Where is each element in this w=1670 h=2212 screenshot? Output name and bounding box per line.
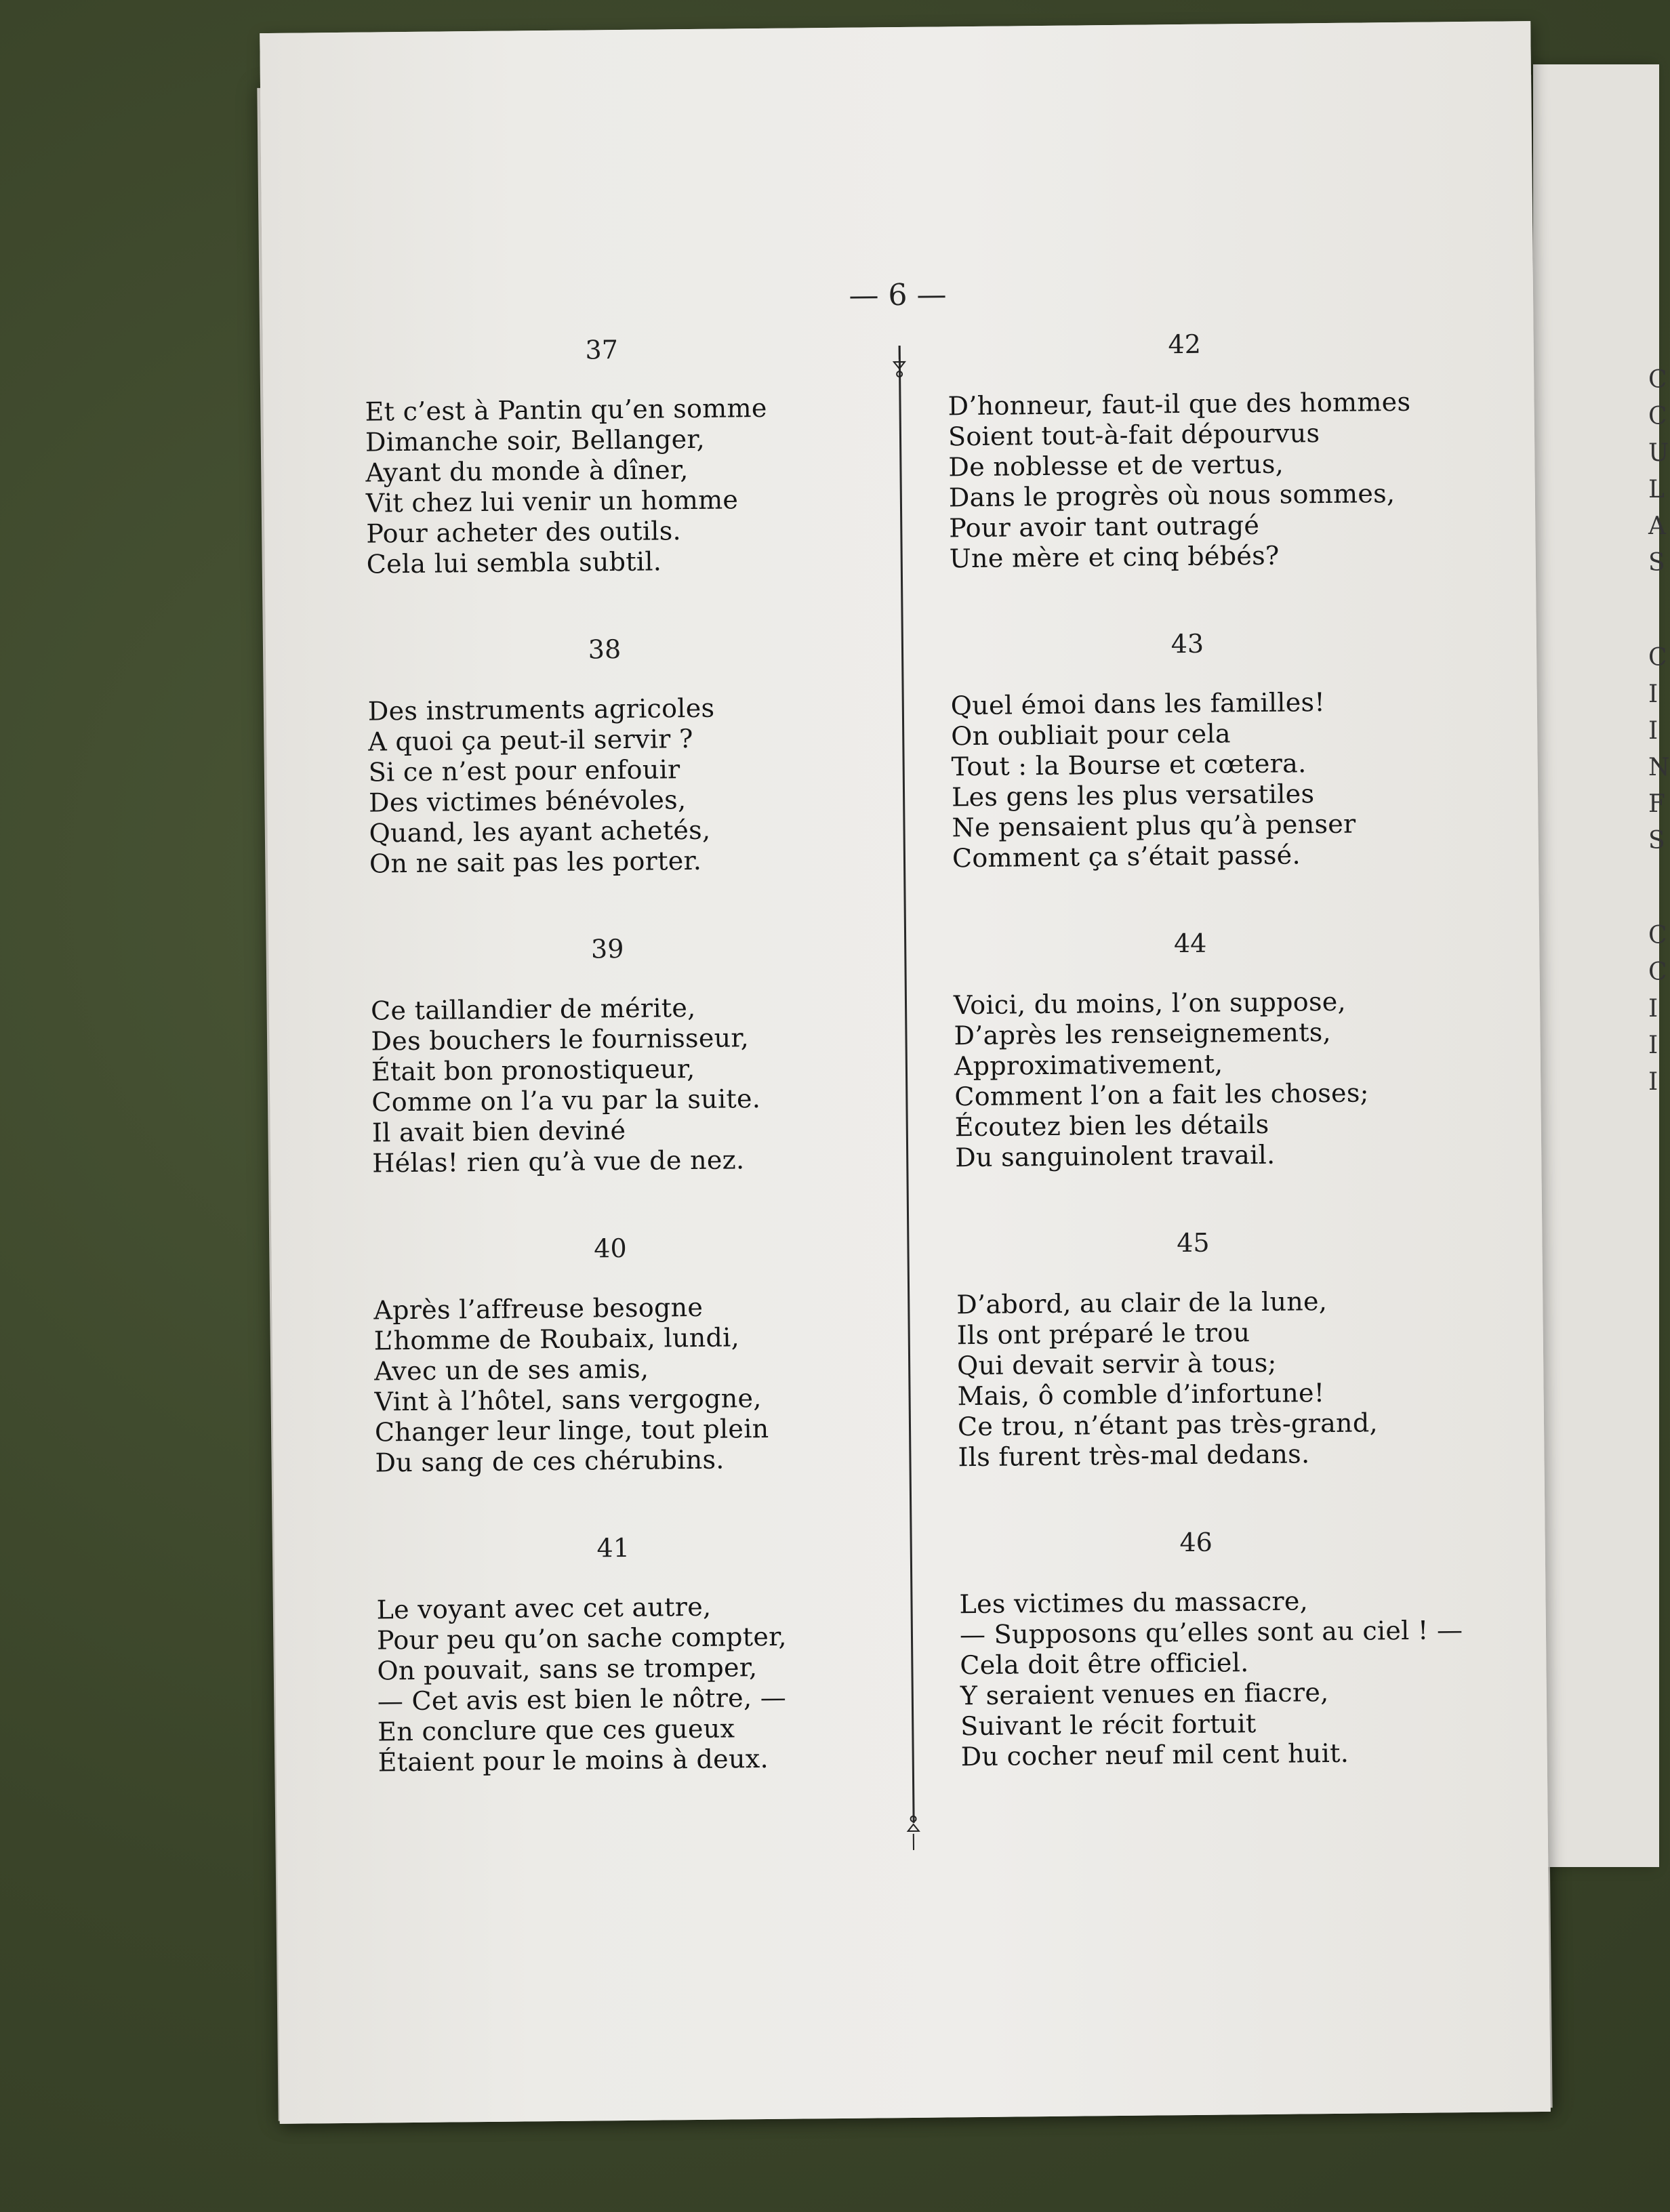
verse-line: Suivant le récit fortuit <box>960 1708 1257 1742</box>
adjacent-page-letter: C <box>1648 644 1667 672</box>
verse-line: Ce trou, n’étant pas très-grand, <box>957 1408 1379 1442</box>
verse-line: Après l’affreuse besogne <box>373 1292 704 1326</box>
verse-line: Était bon pronostiqueur, <box>371 1053 695 1087</box>
verse-line: Étaient pour le moins à deux. <box>378 1743 769 1778</box>
verse-line: Dimanche soir, Bellanger, <box>365 424 706 457</box>
verse-line: Changer leur linge, tout plein <box>374 1413 769 1448</box>
verse-line: Il avait bien deviné <box>371 1115 626 1148</box>
verse-line: Ils furent très-mal dedans. <box>958 1439 1310 1473</box>
stanza-number: 45 <box>1177 1227 1210 1258</box>
verse-line: Du sang de ces chérubins. <box>375 1444 725 1478</box>
verse-line: Si ce n’est pour enfouir <box>368 754 680 787</box>
verse-line: Tout : la Bourse et cœtera. <box>951 748 1307 782</box>
verse-line: Des bouchers le fournisseur, <box>371 1023 750 1057</box>
stanza-number: 40 <box>594 1233 627 1264</box>
verse-line: Les gens les plus versatiles <box>951 779 1315 813</box>
stanza-number: 46 <box>1179 1527 1213 1558</box>
verse-line: Comment ça s’était passé. <box>952 840 1301 874</box>
stanza <box>953 925 1511 1230</box>
left-column <box>365 332 935 1835</box>
adjacent-page-letter: I <box>1648 717 1658 745</box>
adjacent-page-letter: U <box>1648 439 1669 467</box>
adjacent-page <box>1533 64 1670 1867</box>
verse-line: Le voyant avec cet autre, <box>376 1591 712 1625</box>
verse-line: Du sanguinolent travail. <box>954 1139 1276 1173</box>
stanza <box>950 626 1509 930</box>
verse-line: — Cet avis est bien le nôtre, — <box>377 1682 787 1717</box>
verse-line: Comment l’on a fait les choses; <box>954 1078 1369 1112</box>
adjacent-page-letter: S <box>1648 549 1665 577</box>
verse-line: D’après les renseignements, <box>954 1017 1332 1051</box>
adjacent-page-letter: C <box>1648 922 1667 949</box>
stanza-number: 41 <box>596 1532 630 1563</box>
adjacent-page-letter: C <box>1648 403 1667 430</box>
verse-line: En conclure que ces gueux <box>378 1713 735 1747</box>
verse-line: Vit chez lui venir un homme <box>365 485 739 518</box>
verse-line: Cela doit être officiel. <box>960 1647 1249 1681</box>
verse-line: Pour peu qu’on sache compter, <box>376 1621 788 1656</box>
adjacent-page-letter: C <box>1648 958 1667 986</box>
verse-line: Des instruments agricoles <box>367 693 715 726</box>
verse-line: Y seraient venues en fiacre, <box>960 1677 1329 1711</box>
verse-line: Mais, ô comble d’infortune! <box>957 1378 1325 1412</box>
stanza-number: 42 <box>1168 329 1202 360</box>
verse-line: D’abord, au clair de la lune, <box>956 1286 1328 1320</box>
adjacent-page-letter: I <box>1648 680 1658 708</box>
stanza-number: 44 <box>1173 928 1207 959</box>
stanza <box>373 1231 931 1536</box>
verse-line: Les victimes du massacre, <box>959 1586 1309 1620</box>
adjacent-page-letter: I <box>1648 995 1658 1023</box>
stanza-number: 39 <box>590 933 624 964</box>
verse-line: Une mère et cinq bébés? <box>949 540 1280 574</box>
verse-line: D’honneur, faut-il que des hommes <box>948 386 1411 422</box>
verse-line: Comme on l’a vu par la suite. <box>371 1084 761 1118</box>
verse-line: Avec un de ses amis, <box>373 1353 649 1387</box>
verse-line: Cela lui sembla subtil. <box>366 546 662 579</box>
stanza <box>948 326 1506 631</box>
verse-line: Hélas! rien qu’à vue de nez. <box>372 1145 745 1179</box>
adjacent-page-letter: C <box>1648 366 1667 394</box>
verse-line: Ce taillandier de mérite, <box>370 992 696 1026</box>
verse-line: Ayant du monde à dîner, <box>365 455 689 488</box>
adjacent-page-letter: A <box>1648 512 1666 540</box>
verse-line: Écoutez bien les détails <box>954 1109 1269 1143</box>
verse-line: De noblesse et de vertus, <box>948 449 1284 483</box>
verse-line: Qui devait servir à tous; <box>956 1347 1277 1381</box>
stanza-number: 37 <box>585 335 619 365</box>
verse-line: Pour acheter des outils. <box>366 516 682 549</box>
stanza <box>376 1530 935 1835</box>
right-column <box>948 326 1518 1829</box>
page-number: — 6 — <box>849 277 947 313</box>
adjacent-page-letter: S <box>1648 827 1665 855</box>
verse-line: Quel émoi dans les familles! <box>950 687 1326 721</box>
verse-line: Des victimes bénévoles, <box>368 785 687 818</box>
stanza <box>370 931 929 1236</box>
booklet-page <box>260 21 1551 2124</box>
verse-line: On oubliait pour cela <box>951 718 1231 752</box>
adjacent-page-letter: I <box>1648 1031 1658 1059</box>
verse-line: A quoi ça peut-il servir ? <box>368 723 693 757</box>
verse-line: Ils ont préparé le trou <box>956 1317 1250 1351</box>
stanza-number: 43 <box>1170 628 1204 659</box>
stanza <box>365 332 923 637</box>
adjacent-page-letter: I <box>1648 1068 1658 1096</box>
verse-line: Pour avoir tant outragé <box>949 510 1260 544</box>
stanza-number: 38 <box>588 634 622 665</box>
verse-line: Voici, du moins, l’on suppose, <box>953 986 1347 1021</box>
stanza <box>956 1225 1514 1530</box>
verse-line: Dans le progrès où nous sommes, <box>948 478 1396 513</box>
verse-line: — Supposons qu’elles sont au ciel ! — <box>959 1615 1463 1650</box>
verse-line: L’homme de Roubaix, lundi, <box>373 1322 740 1356</box>
verse-line: Approximativement, <box>954 1048 1223 1082</box>
adjacent-page-letter: N <box>1648 754 1670 781</box>
verse-line: Du cocher neuf mil cent huit. <box>960 1738 1349 1772</box>
verse-line: Vint à l’hôtel, sans vergogne, <box>374 1383 762 1417</box>
adjacent-page-text <box>1648 366 1670 1105</box>
adjacent-page-letter: F <box>1648 790 1665 818</box>
verse-line: Soient tout-à-fait dépourvus <box>948 418 1320 452</box>
verse-line: Quand, les ayant achetés, <box>369 815 711 848</box>
stanza <box>958 1524 1517 1829</box>
verse-line: On ne sait pas les porter. <box>369 845 702 879</box>
verse-line: On pouvait, sans se tromper, <box>377 1652 758 1686</box>
adjacent-page-letter: L <box>1648 476 1665 504</box>
verse-line: Et c’est à Pantin qu’en somme <box>365 392 767 427</box>
verse-line: Ne pensaient plus qu’à penser <box>952 808 1356 843</box>
stanza <box>367 632 926 937</box>
